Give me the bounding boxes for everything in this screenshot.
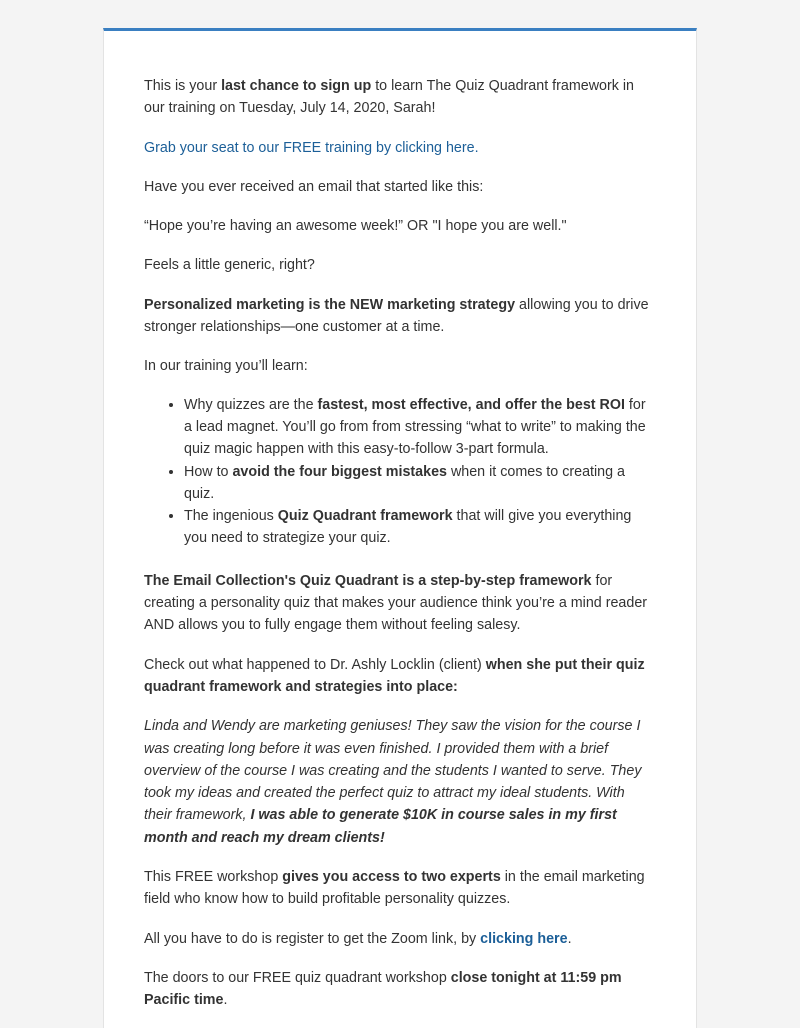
checkout-emphasis: when she put their quiz quadrant framework and strategies into place: <box>144 656 645 695</box>
register-paragraph <box>144 928 656 950</box>
testimonial-emphasis: I was able to generate $10K in course sales in my first month and reach my dream clients! <box>144 807 617 846</box>
list-item-text: for a lead magnet. You’ll go from from stressing “what to write” to making the quiz magic happen with this easy-to-follow 3-part formula. <box>184 396 646 458</box>
list-item-emphasis: Quiz Quadrant framework <box>277 508 453 525</box>
list-item <box>184 394 656 461</box>
personalized-text: allowing you to drive stronger relationships—one customer at a time. <box>144 296 649 336</box>
list-item-text: How to <box>184 463 233 480</box>
list-item-emphasis: avoid the four biggest mistakes <box>232 463 447 480</box>
workshop-text-end: in the email marketing field who know how to build profitable personality quizzes. <box>144 869 645 908</box>
grab-seat-link[interactable]: Grab your seat to our FREE training by clicking here. <box>144 139 479 156</box>
doors-paragraph <box>144 967 656 1012</box>
list-item-text: when it comes to creating a quiz. <box>184 463 625 502</box>
intro-paragraph <box>144 75 656 120</box>
hope-paragraph: “Hope you’re having an awesome week!” OR "I hope you are well." <box>144 218 567 235</box>
workshop-paragraph <box>144 866 656 911</box>
doors-text: The doors to our FREE quiz quadrant workshop <box>144 969 451 986</box>
testimonial-quote <box>144 715 656 849</box>
framework-text: for creating a personality quiz that makes your audience think you’re a mind reader AND allows you to fully engage them without feeling salesy. <box>144 572 648 634</box>
learn-paragraph: In our training you’ll learn: <box>144 358 308 375</box>
list-item-text: The ingenious <box>184 508 278 525</box>
checkout-paragraph <box>144 654 656 699</box>
list-item-emphasis: fastest, most effective, and offer the best ROI <box>317 396 625 413</box>
grab-seat-paragraph <box>144 137 656 159</box>
checkout-text: Check out what happened to Dr. Ashly Locklin (client) <box>144 656 486 673</box>
intro-emphasis: last chance to sign up <box>221 78 372 94</box>
testimonial-text: Linda and Wendy are marketing geniuses! They saw the vision for the course I was creating long before it was even finished. I provided them with a brief overview of the course I was creating and the students I wanted to serve. They took my ideas and created the perfect quiz to attract my ideal students. With their framework, <box>144 718 642 824</box>
personalized-paragraph <box>144 294 656 339</box>
list-item-text: Why quizzes are the <box>184 396 318 413</box>
intro-text-end: to learn The Quiz Quadrant framework in our training on Tuesday, July 14, 2020, Sarah! <box>144 78 634 117</box>
doors-emphasis: close tonight at 11:59 pm Pacific time <box>144 969 622 1009</box>
intro-text: This is your <box>144 78 222 94</box>
framework-emphasis: The Email Collection's Quiz Quadrant is a step-by-step framework <box>144 572 592 589</box>
workshop-emphasis: gives you access to two experts <box>282 869 501 886</box>
learn-list <box>144 394 656 550</box>
email-body <box>104 31 696 1012</box>
register-text: All you have to do is register to get the Zoom link, by <box>144 930 481 947</box>
personalized-emphasis: Personalized marketing is the NEW marketing strategy <box>144 296 516 313</box>
doors-text-end: . <box>223 992 228 1009</box>
generic-paragraph: Feels a little generic, right? <box>144 257 315 274</box>
clicking-here-link[interactable]: clicking here <box>480 930 568 947</box>
list-item <box>184 505 656 550</box>
framework-paragraph <box>144 570 656 637</box>
received-paragraph: Have you ever received an email that started like this: <box>144 178 484 195</box>
list-item-text: that will give you everything you need to strategize your quiz. <box>184 508 632 547</box>
workshop-text: This FREE workshop <box>144 869 283 886</box>
register-text-end: . <box>567 930 572 947</box>
email-card <box>103 28 697 1028</box>
list-item <box>184 461 656 506</box>
